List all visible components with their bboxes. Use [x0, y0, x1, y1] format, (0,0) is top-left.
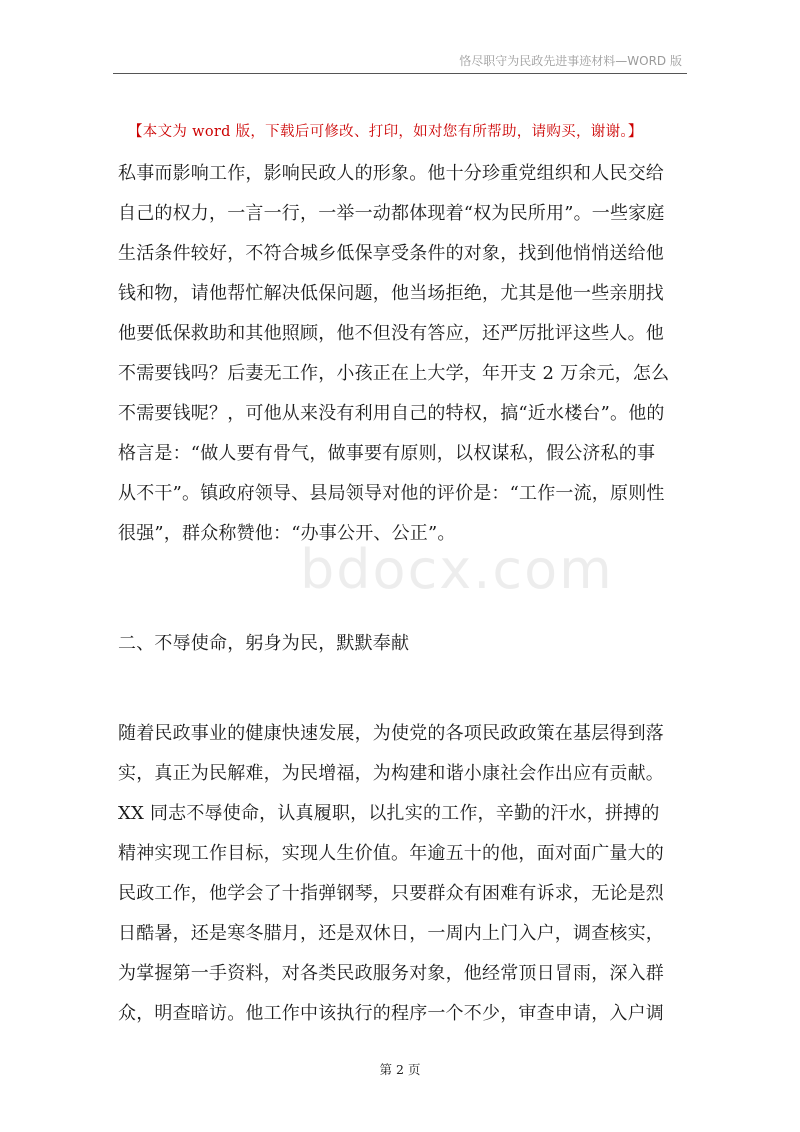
- paragraph-line: 为掌握第一手资料，对各类民政服务对象，他经常顶日冒雨，深入群: [118, 963, 664, 984]
- paragraph-line: 钱和物，请他帮忙解决低保问题，他当场拒绝，尤其是他一些亲朋找: [118, 283, 664, 304]
- paragraph-line: 民政工作，他学会了十指弹钢琴，只要群众有困难有诉求，无论是烈: [118, 883, 664, 904]
- paragraph-line: XX 同志不辱使命，认真履职，以扎实的工作，辛勤的汗水，拼搏的: [118, 803, 660, 824]
- section-heading: [118, 624, 684, 664]
- paragraph-line: 很强”，群众称赞他：“办事公开、公正”。: [118, 523, 456, 544]
- paragraph-line: 从不干”。镇政府领导、县局领导对他的评价是：“工作一流，原则性: [118, 483, 665, 504]
- paragraph-line: 实，真正为民解难，为民增福，为构建和谐小康社会作出应有贡献。: [118, 763, 664, 784]
- page-number: 第 2 页: [379, 1062, 421, 1077]
- paragraph-line: 众，明查暗访。他工作中该执行的程序一个不少，审查申请，入户调: [118, 1003, 664, 1024]
- header-rule: [113, 73, 687, 74]
- paragraph-line: 随着民政事业的健康快速发展，为使党的各项民政政策在基层得到落: [118, 723, 664, 744]
- paragraph-line: 格言是：“做人要有骨气，做事要有原则，以权谋私，假公济私的事: [118, 443, 656, 464]
- purchase-notice: 【本文为 word 版，下载后可修改、打印，如对您有所帮助，请购买，谢谢。】: [128, 124, 643, 140]
- paragraph-line: 日酷暑，还是寒冬腊月，还是双休日，一周内上门入户，调查核实，: [118, 923, 664, 944]
- paragraph-line: 精神实现工作目标，实现人生价值。年逾五十的他，面对面广量大的: [118, 843, 664, 864]
- watermark: bdocx.com: [300, 538, 614, 601]
- paragraph-line: 不需要钱呢？，可他从来没有利用自己的特权，搞“近水楼台”。他的: [118, 403, 665, 424]
- paragraph-line: 生活条件较好，不符合城乡低保享受条件的对象，找到他悄悄送给他: [118, 243, 664, 264]
- paragraph-2: [118, 714, 684, 1034]
- paragraph-line: 不需要钱吗？后妻无工作，小孩正在上大学，年开支 2 万余元，怎么: [118, 363, 670, 384]
- paragraph-line: 他要低保救助和其他照顾，他不但没有答应，还严厉批评这些人。他: [118, 323, 664, 344]
- paragraph-line: 私事而影响工作，影响民政人的形象。他十分珍重党组织和人民交给: [118, 163, 664, 184]
- paragraph-1: [118, 154, 684, 554]
- header-title: 恪尽职守为民政先进事迹材料—WORD 版: [459, 54, 682, 68]
- paragraph-line: 自己的权力，一言一行，一举一动都体现着“权为民所用”。一些家庭: [118, 203, 665, 224]
- section-heading-text: 二、不辱使命，躬身为民，默默奉献: [118, 633, 410, 654]
